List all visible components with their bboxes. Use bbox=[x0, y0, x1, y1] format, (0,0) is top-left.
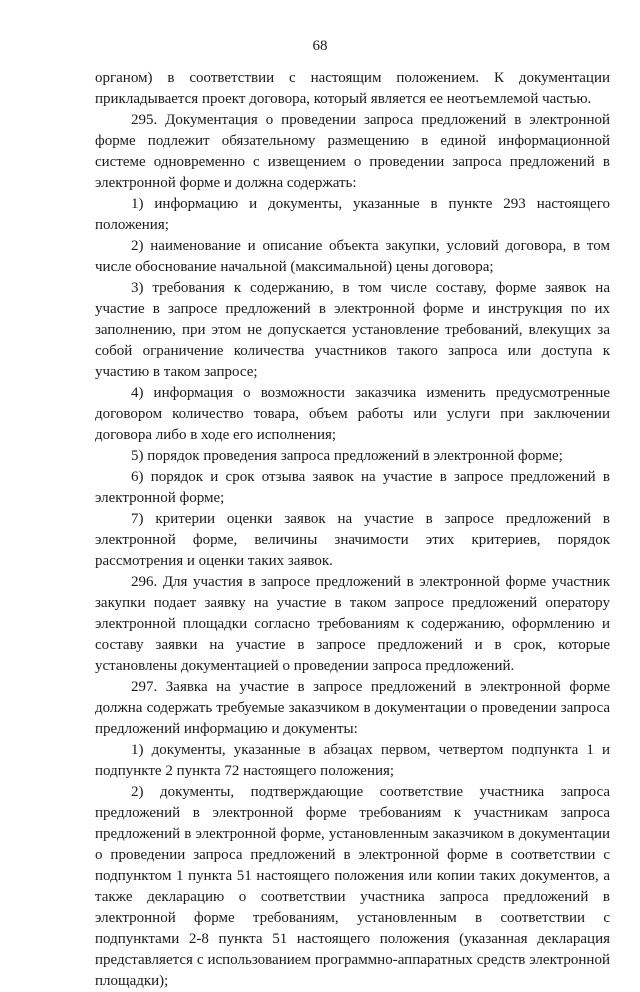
page-number: 68 bbox=[312, 38, 328, 54]
list-item: 7) критерии оценки заявок на участие в запросе предложений в электронной форме, величины значимости этих критериев, порядок рассмотрения и оценки таких заявок. bbox=[95, 511, 610, 569]
paragraph: 296. Для участия в запросе предложений в электронной форме участник закупки подает заявку на участие в таком запросе предложений оператору электронной площадки согласно требованиям к содержанию, оформлению и составу заявки на участие в запросе предложений и в срок, которые установлены документацией о проведении запроса предложений. bbox=[95, 574, 610, 674]
paragraph: органом) в соответствии с настоящим положением. К документации прикладывается проект договора, который является ее неотъемлемой частью. bbox=[95, 70, 610, 107]
list-item: 5) порядок проведения запроса предложений в электронной форме; bbox=[131, 448, 563, 464]
list-item: 2) наименование и описание объекта закупки, условий договора, в том числе обоснование начальной (максимальной) цены договора; bbox=[95, 238, 610, 275]
list-item: 2) документы, подтверждающие соответствие участника запроса предложений в электронной форме требованиям к участникам запроса предложений в электронной форме, установленным заказчиком в документации о проведении запроса предложений в электронной форме в соответствии с подпунктом 1 пункта 51 настоящего положения или копии таких документов, а также декларацию о соответствии участника запроса предложений в электронной форме требованиям, установленным в соответствии с подпунктами 2-8 пункта 51 настоящего положения (указанная декларация представляется с использованием программно-аппаратных средств электронной площадки); bbox=[95, 784, 610, 989]
list-item: 6) порядок и срок отзыва заявок на участие в запросе предложений в электронной форме; bbox=[95, 469, 610, 506]
list-item: 4) информация о возможности заказчика изменить предусмотренные договором количество товара, объем работы или услуги при заключении договора либо в ходе его исполнения; bbox=[95, 385, 610, 443]
list-item: 3) требования к содержанию, в том числе составу, форме заявок на участие в запросе предложений в электронной форме и инструкция по их заполнению, при этом не допускается установление требований, влекущих за собой ограничение количества участников такого запроса или доступа к участию в таком запросе; bbox=[95, 280, 610, 380]
paragraph: 297. Заявка на участие в запросе предложений в электронной форме должна содержать требуемые заказчиком в документации о проведении запроса предложений информацию и документы: bbox=[95, 679, 610, 737]
paragraph: 295. Документация о проведении запроса предложений в электронной форме подлежит обязательному размещению в единой информационной системе одновременно с извещением о проведении запроса предложений в электронной форме и должна содержать: bbox=[95, 112, 610, 191]
document-body bbox=[95, 68, 610, 992]
list-item: 1) информацию и документы, указанные в пункте 293 настоящего положения; bbox=[95, 196, 610, 233]
list-item: 1) документы, указанные в абзацах первом, четвертом подпункта 1 и подпункте 2 пункта 72 настоящего положения; bbox=[95, 742, 610, 779]
